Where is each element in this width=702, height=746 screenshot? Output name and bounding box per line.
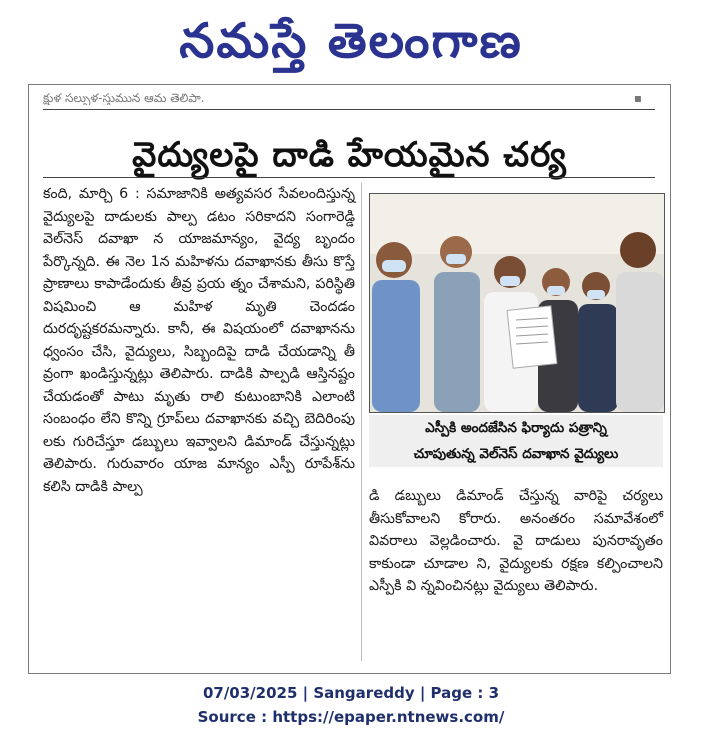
divider-headline	[43, 177, 655, 178]
cropped-text-mark: ▪	[633, 91, 642, 105]
newspaper-logo: నమస్తే తెలంగాణ	[179, 12, 523, 69]
headline: వైద్యులపై దాడి హేయమైన చర్య	[132, 135, 567, 175]
article-column-right	[369, 485, 663, 598]
caption-line-2: చూపుతున్న వెల్‌నెస్ దవాఖాన వైద్యులు	[413, 446, 619, 462]
article-paragraph-left: కంది, మార్చి 6 : సమాజానికి అత్యవసర సేవలందిస్తున్న వైద్యులపై దాడులకు పాల్ప డటం సరికాదని సంగారెడ్డి వెల్‌నెస్ దవాఖా న యాజమాన్యం, వైద్య బృందం పేర్కొన్నది. ఈ నెల 1న మహిళను దవాఖానకు తీసు కొస్తే ప్రాణాలు కాపాడేందుకు తీవ్ర ప్రయ త్నం చేశామని, పరిస్థితి విషమించి ఆ మహిళ మృతి చెందడం దురదృష్టకరమన్నారు. కానీ, ఈ విషయంలో దవాఖానను ధ్వంసం చేసి, వైద్యులు, సిబ్బందిపై దాడి చేయడాన్ని తీ వ్రంగా ఖండిస్తున్నట్లు తెలిపారు. దాడికి పాల్పడి ఆస్తినష్టం చేయడంతో పాటు మృతు రాలి కుటుంబానికి ఎలాంటి సంబంధం లేని కొన్ని గ్రూప్‌లు దవాఖానకు వచ్చి బెదిరింపు లకు గురిచేస్తూ డబ్బులు ఇవ్వాలని డిమాండ్ చేస్తున్నట్లు తెలిపారు. గురువారం యాజ మాన్యం ఎస్పీ రూపేశ్‌ను కలిసి దాడికి పాల్ప	[43, 186, 355, 495]
news-photo	[369, 193, 665, 413]
article-clipping	[28, 84, 671, 674]
footer-meta: 07/03/2025 | Sangareddy | Page : 3	[202, 684, 500, 702]
article-column-left	[43, 183, 355, 498]
footer-source: Source : https://epaper.ntnews.com/	[197, 708, 505, 726]
article-paragraph-right: డి డబ్బులు డిమాండ్ చేస్తున్న వారిపై చర్యలు తీసుకోవాలని కోరారు. అనంతరం సమావేశంలో వివరాలు వెల్లడించారు. వై దాడులు పునరావృతం కాకుండా చూడాల ని, వైద్యులకు రక్షణ కల్పించాలని ఎస్పీకి వి న్నవించినట్లు వైద్యులు తెలిపారు.	[369, 488, 663, 594]
masthead	[0, 2, 702, 80]
divider-top	[43, 109, 655, 110]
cropped-text-strip: క్షుళ సల్పుళ-స్తుమున ఆమ తెలిపా.	[43, 91, 205, 105]
caption-line-1: ఎస్పీకి అందజేసిన ఫిర్యాదు పత్రాన్ని	[425, 420, 607, 436]
doctors-group-photo	[370, 194, 664, 412]
column-divider	[361, 183, 362, 661]
photo-caption	[369, 415, 663, 467]
